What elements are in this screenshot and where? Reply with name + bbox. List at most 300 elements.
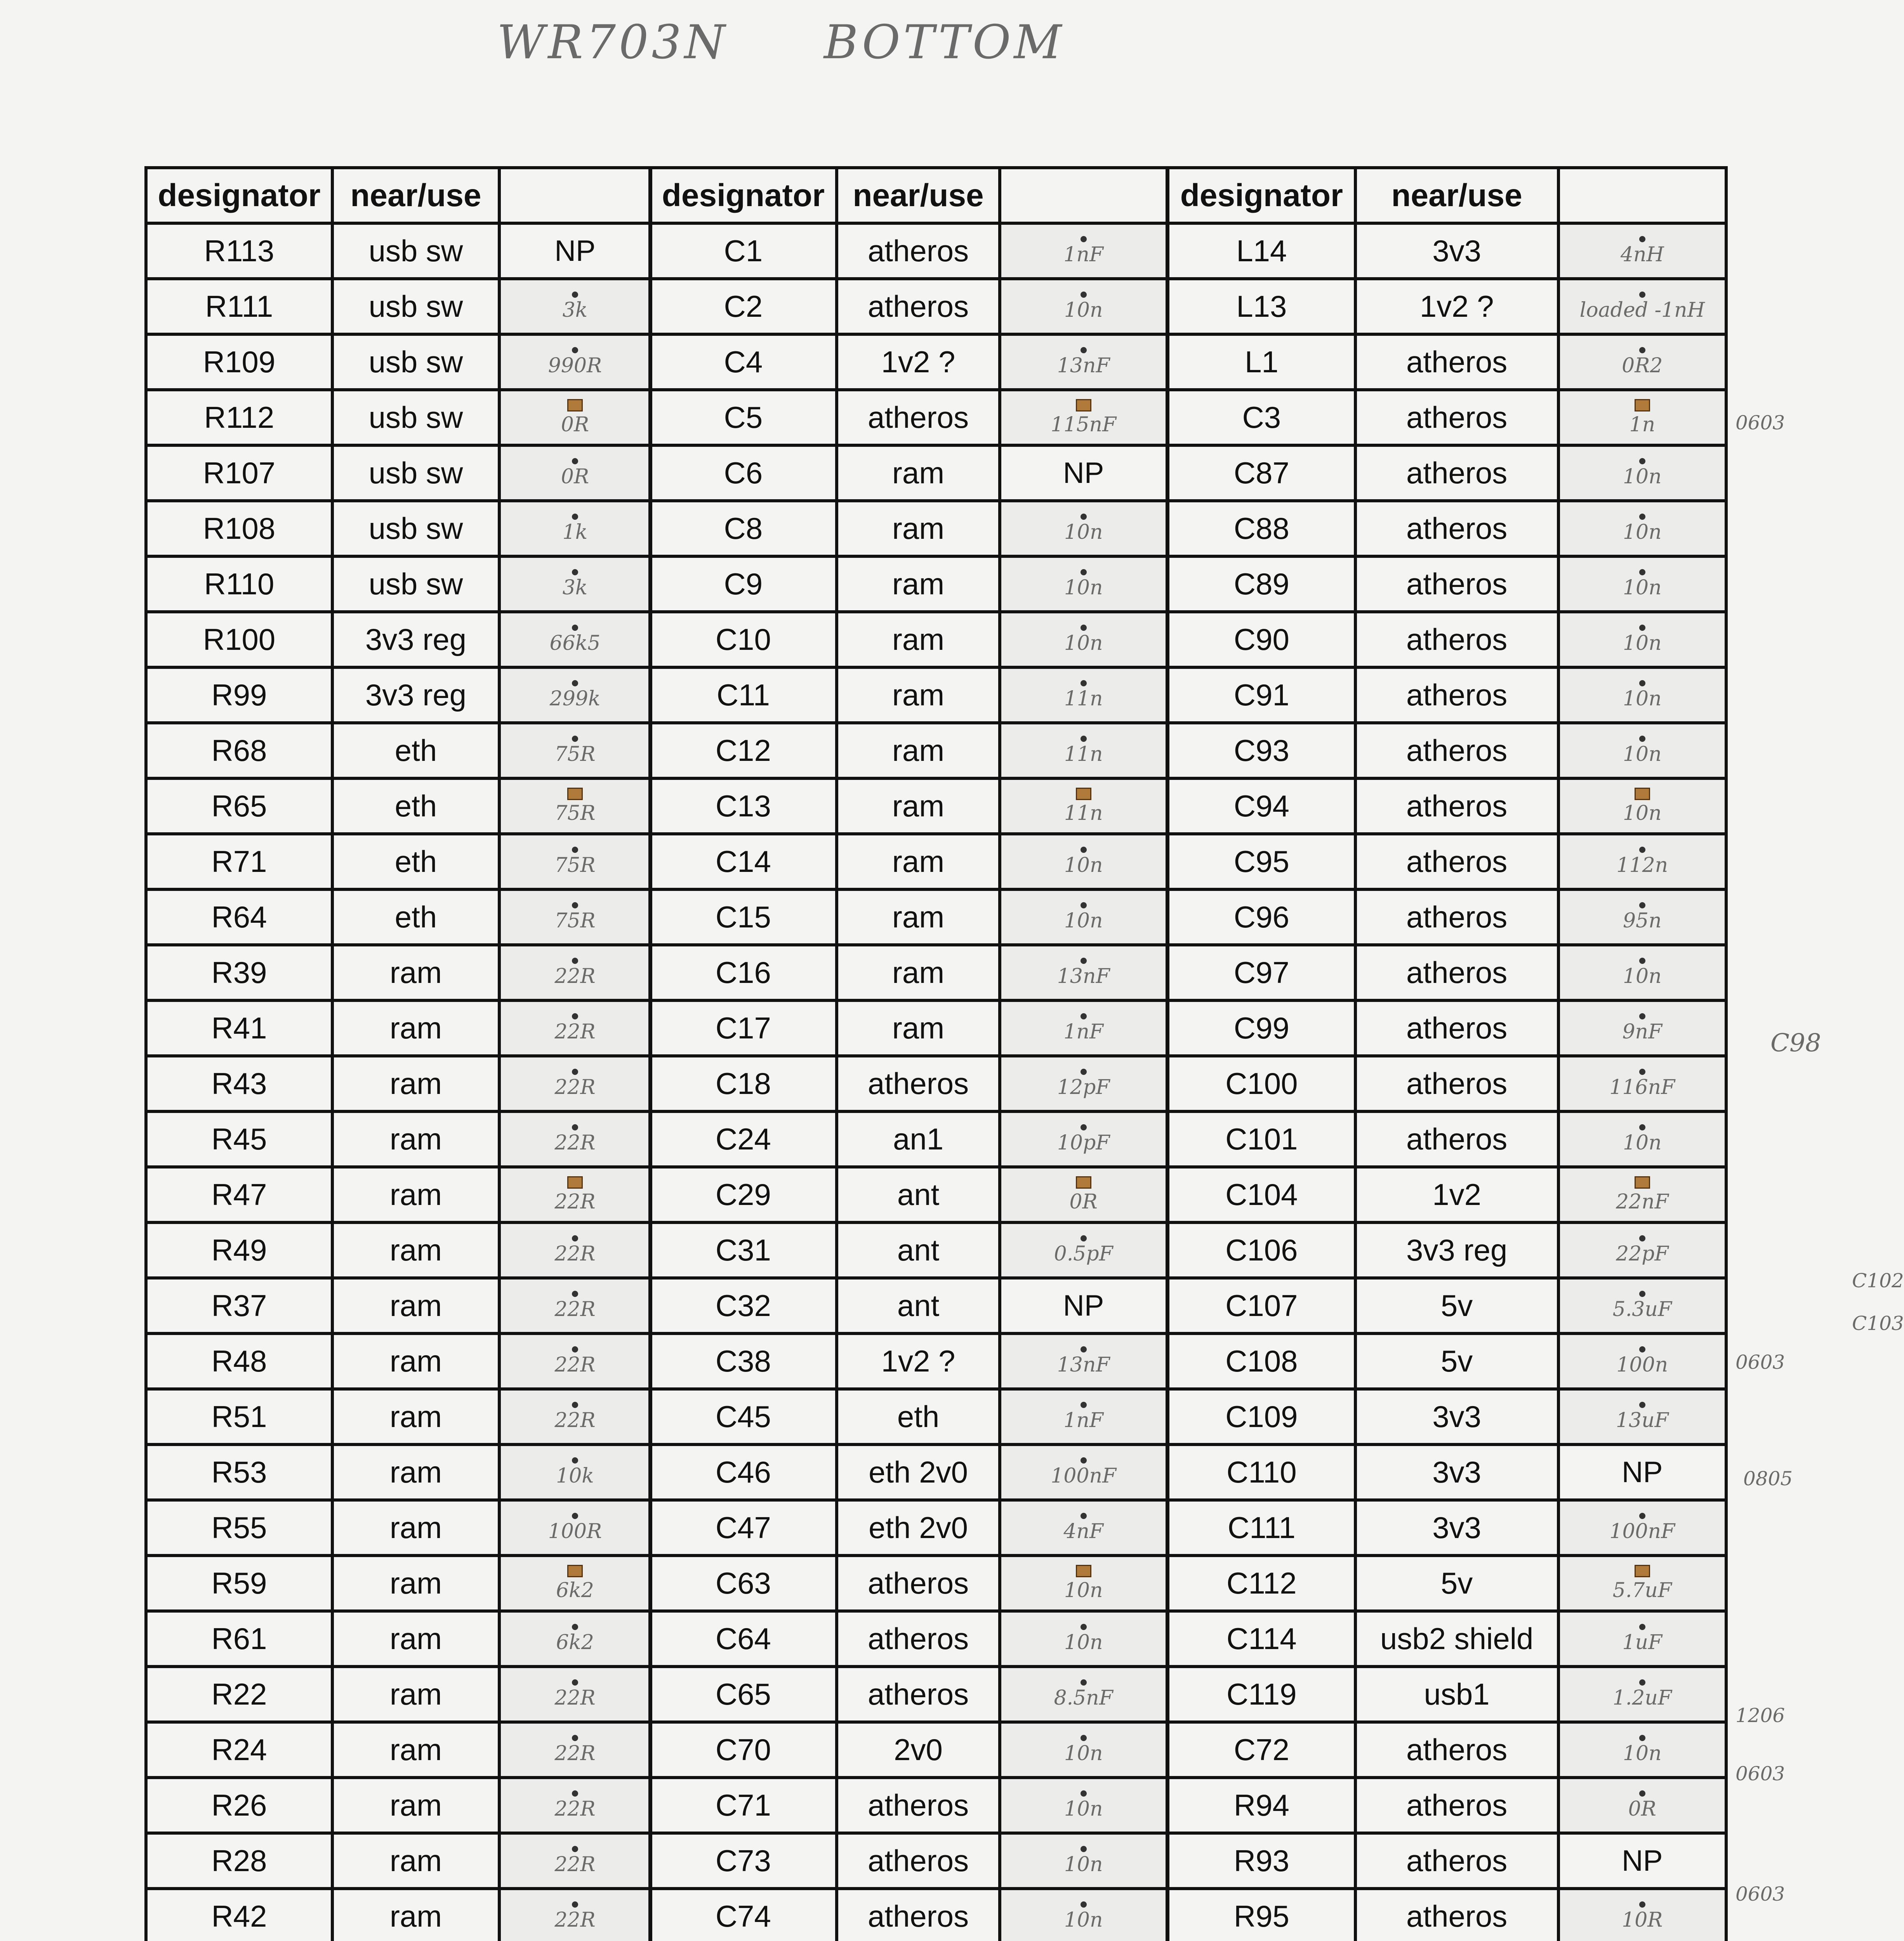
cell-text: 3k: [562, 576, 588, 599]
near-use-cell: [837, 1722, 1000, 1778]
table-row: [1168, 334, 1726, 390]
margin-note: 0603: [1735, 1762, 1785, 1785]
component-marker: [1081, 1069, 1087, 1075]
component-marker: [1081, 680, 1087, 686]
designator-cell: [146, 1278, 332, 1333]
component-marker: [1639, 1624, 1645, 1630]
cell-text: 75R: [554, 853, 596, 877]
table-row: [1168, 1778, 1726, 1833]
cell-text: R113: [204, 234, 274, 268]
cell-text: C18: [715, 1066, 771, 1101]
cell-text: atheros: [867, 1622, 969, 1656]
designator-cell: [1168, 1778, 1355, 1833]
cell-text: 10k: [556, 1464, 594, 1488]
table-row: [650, 1778, 1167, 1833]
cell-text: eth: [394, 900, 437, 934]
component-marker: [1639, 1069, 1645, 1075]
component-marker: [567, 1565, 583, 1577]
header-row: [1168, 168, 1726, 223]
table-row: [1168, 223, 1726, 279]
cell-text: 10n: [1064, 909, 1103, 932]
designator-cell: [650, 1167, 837, 1222]
near-use-cell: [837, 1444, 1000, 1500]
designator-cell: [650, 612, 837, 667]
value-cell: [499, 889, 651, 945]
value-cell: [499, 723, 651, 778]
near-use-cell: [1355, 279, 1558, 334]
cell-text: atheros: [867, 1844, 969, 1878]
cell-text: R111: [205, 289, 273, 323]
component-marker: [1081, 1124, 1087, 1130]
page-title: [497, 16, 1142, 69]
value-cell: [1000, 445, 1167, 501]
cell-text: 22R: [554, 1131, 596, 1155]
table-row: [146, 1667, 651, 1722]
table-row: [1168, 390, 1726, 445]
cell-text: ram: [389, 1677, 442, 1711]
cell-text: 22R: [554, 1852, 596, 1876]
value-cell: [1558, 1111, 1726, 1167]
cell-text: C110: [1226, 1455, 1297, 1489]
cell-text: atheros: [867, 289, 969, 323]
component-marker: [572, 1069, 578, 1075]
designator-cell: [1168, 1833, 1355, 1889]
table-row: [1168, 556, 1726, 612]
cell-text: ram: [892, 955, 945, 990]
value-cell: [1000, 945, 1167, 1000]
value-cell: [1000, 1056, 1167, 1111]
table-row: [1168, 1333, 1726, 1389]
cell-text: 3v3: [1432, 234, 1481, 268]
near-use-cell: [1355, 889, 1558, 945]
designator-cell: [650, 1333, 837, 1389]
component-marker: [1639, 514, 1645, 520]
near-use-cell: [332, 390, 499, 445]
table-row: [146, 501, 651, 556]
component-marker: [1081, 902, 1087, 908]
cell-text: eth: [394, 733, 437, 767]
table-row: [146, 1444, 651, 1500]
cell-text: 112n: [1616, 853, 1668, 877]
cell-text: 3v3: [1432, 1510, 1481, 1545]
component-marker: [572, 847, 578, 853]
cell-text: atheros: [867, 400, 969, 434]
component-marker: [1081, 1402, 1087, 1408]
value-cell: [1558, 1722, 1726, 1778]
table-row: [650, 1111, 1167, 1167]
table-row: [1168, 1222, 1726, 1278]
near-use-cell: [332, 1111, 499, 1167]
margin-note: 0603: [1735, 411, 1785, 434]
designator-cell: [650, 1278, 837, 1333]
table-row: [146, 1333, 651, 1389]
cell-text: 10n: [1064, 1741, 1103, 1765]
cell-text: atheros: [1406, 789, 1508, 823]
near-use-cell: [837, 778, 1000, 834]
cell-text: ram: [389, 1622, 442, 1656]
value-cell: [1000, 556, 1167, 612]
near-use-header: near/use: [837, 168, 1000, 223]
cell-text: atheros: [1406, 400, 1508, 434]
value-cell: [1000, 889, 1167, 945]
value-cell: [1558, 279, 1726, 334]
designator-cell: [650, 1556, 837, 1611]
cell-text: R45: [211, 1122, 267, 1156]
near-use-cell: [1355, 945, 1558, 1000]
near-use-cell: [837, 1056, 1000, 1111]
component-table-middle: [648, 166, 1169, 1941]
cell-text: usb sw: [368, 511, 463, 545]
cell-text: atheros: [1406, 678, 1508, 712]
component-marker: [1081, 847, 1087, 853]
designator-cell: [1168, 1056, 1355, 1111]
cell-text: ram: [892, 900, 945, 934]
component-marker: [1081, 1735, 1087, 1741]
component-marker: [1639, 1901, 1645, 1908]
component-marker: [1639, 736, 1645, 742]
component-marker: [1081, 347, 1087, 353]
value-cell: [499, 390, 651, 445]
near-use-cell: [837, 612, 1000, 667]
cell-text: ram: [389, 1011, 442, 1045]
cell-text: atheros: [1406, 1733, 1508, 1767]
designator-cell: [146, 1556, 332, 1611]
cell-text: 3v3 reg: [365, 678, 467, 712]
cell-text: 1n: [1629, 413, 1656, 436]
component-marker: [1639, 1124, 1645, 1130]
cell-text: 22R: [554, 1741, 596, 1765]
cell-text: usb1: [1424, 1677, 1490, 1711]
component-marker: [1081, 1346, 1087, 1352]
value-cell: [499, 834, 651, 889]
board-name: WR703N: [497, 16, 728, 69]
table-row: [1168, 778, 1726, 834]
cell-text: 22R: [554, 1408, 596, 1432]
margin-note: C103: [1852, 1312, 1904, 1335]
value-cell: [1000, 723, 1167, 778]
component-marker: [572, 736, 578, 742]
cell-text: ram: [389, 955, 442, 990]
table-row: [650, 778, 1167, 834]
near-use-cell: [332, 1056, 499, 1111]
component-table-left: [144, 166, 652, 1941]
cell-text: R22: [211, 1677, 267, 1711]
designator-cell: [650, 1111, 837, 1167]
component-marker: [1639, 1235, 1645, 1241]
cell-text: R95: [1233, 1899, 1289, 1933]
cell-text: 0R: [561, 465, 589, 488]
component-marker: [1081, 1679, 1087, 1686]
cell-text: eth 2v0: [869, 1510, 968, 1545]
component-marker: [1639, 292, 1645, 298]
designator-cell: [650, 1056, 837, 1111]
table-row: [146, 945, 651, 1000]
component-marker: [1635, 1176, 1650, 1189]
cell-text: C12: [715, 733, 771, 767]
designator-cell: [146, 501, 332, 556]
cell-text: 1v2 ?: [881, 1344, 955, 1378]
component-marker: [572, 1846, 578, 1852]
cell-text: 4nF: [1063, 1519, 1103, 1543]
value-cell: [499, 1222, 651, 1278]
cell-text: 0R: [561, 413, 589, 436]
cell-text: atheros: [867, 234, 969, 268]
cell-text: C8: [724, 511, 763, 545]
near-use-cell: [332, 612, 499, 667]
cell-text: 75R: [554, 909, 596, 932]
component-marker: [572, 958, 578, 964]
near-use-cell: [332, 1222, 499, 1278]
value-cell: [1558, 889, 1726, 945]
near-use-cell: [332, 1389, 499, 1444]
cell-text: atheros: [867, 1899, 969, 1933]
near-use-cell: [1355, 445, 1558, 501]
component-marker: [1639, 569, 1645, 575]
cell-text: R55: [211, 1510, 267, 1545]
near-use-cell: [1355, 612, 1558, 667]
value-cell: [1000, 1500, 1167, 1556]
cell-text: ram: [892, 789, 945, 823]
designator-cell: [146, 1722, 332, 1778]
cell-text: atheros: [1406, 1066, 1508, 1101]
component-marker: [572, 458, 578, 464]
value-cell: [1558, 778, 1726, 834]
table-row: [146, 1278, 651, 1333]
table-row: [146, 279, 651, 334]
component-marker: [572, 1679, 578, 1686]
cell-text: C6: [724, 456, 763, 490]
cell-text: C106: [1225, 1233, 1298, 1267]
component-marker: [572, 1124, 578, 1130]
table-row: [650, 1000, 1167, 1056]
cell-text: ram: [389, 1788, 442, 1822]
value-cell: [1000, 667, 1167, 723]
designator-cell: [146, 1111, 332, 1167]
table-row: [650, 501, 1167, 556]
designator-cell: [146, 1222, 332, 1278]
designator-cell: [146, 1611, 332, 1667]
near-use-cell: [332, 501, 499, 556]
cell-text: NP: [1622, 1844, 1663, 1877]
value-cell: [499, 1611, 651, 1667]
value-cell: [1000, 778, 1167, 834]
near-use-cell: [332, 834, 499, 889]
table-row: [1168, 1833, 1726, 1889]
cell-text: ram: [892, 567, 945, 601]
cell-text: C63: [715, 1566, 771, 1600]
cell-text: ram: [389, 1899, 442, 1933]
designator-cell: [650, 1389, 837, 1444]
near-use-cell: [837, 390, 1000, 445]
cell-text: 10n: [1064, 298, 1103, 322]
cell-text: C16: [715, 955, 771, 990]
cell-text: 10n: [1623, 964, 1662, 988]
cell-text: C74: [715, 1899, 771, 1933]
component-marker: [1081, 569, 1087, 575]
table-row: [1168, 1722, 1726, 1778]
value-cell: [499, 778, 651, 834]
near-use-cell: [837, 1833, 1000, 1889]
cell-text: 1v2: [1432, 1177, 1481, 1212]
component-marker: [1639, 958, 1645, 964]
table-row: [146, 1167, 651, 1222]
cell-text: ram: [892, 511, 945, 545]
cell-text: C64: [715, 1622, 771, 1656]
cell-text: 13nF: [1057, 1353, 1110, 1377]
component-marker: [1081, 625, 1087, 631]
value-cell: [1000, 501, 1167, 556]
table-row: [650, 1167, 1167, 1222]
cell-text: C15: [715, 900, 771, 934]
cell-text: 10n: [1623, 1131, 1662, 1155]
table-row: [650, 889, 1167, 945]
cell-text: R37: [211, 1288, 267, 1323]
designator-cell: [1168, 1278, 1355, 1333]
designator-cell: [650, 1667, 837, 1722]
value-cell: [499, 612, 651, 667]
margin-note: 1206: [1735, 1704, 1785, 1727]
cell-text: C94: [1233, 789, 1289, 823]
designator-cell: [650, 723, 837, 778]
near-use-cell: [1355, 334, 1558, 390]
component-marker: [1081, 1790, 1087, 1797]
component-table-right: [1166, 166, 1728, 1941]
value-cell: [1000, 1222, 1167, 1278]
table-row: [1168, 1056, 1726, 1111]
component-marker: [572, 625, 578, 631]
value-cell: [1558, 1444, 1726, 1500]
cell-text: ant: [897, 1177, 940, 1212]
cell-text: atheros: [1406, 345, 1508, 379]
cell-text: 75R: [554, 801, 596, 825]
cell-text: usb sw: [368, 234, 463, 268]
cell-text: C3: [1242, 400, 1281, 434]
value-cell: [499, 1389, 651, 1444]
cell-text: R71: [211, 844, 267, 878]
component-marker: [572, 1457, 578, 1464]
near-use-cell: [332, 723, 499, 778]
component-marker: [572, 680, 578, 686]
value-cell: [499, 1778, 651, 1833]
value-cell: [499, 1278, 651, 1333]
value-header: [1000, 168, 1167, 223]
cell-text: ram: [389, 1233, 442, 1267]
designator-cell: [650, 1833, 837, 1889]
cell-text: 12pF: [1057, 1075, 1110, 1099]
cell-text: R47: [211, 1177, 267, 1212]
near-use-cell: [332, 1333, 499, 1389]
component-marker: [572, 514, 578, 520]
cell-text: ram: [389, 1733, 442, 1767]
cell-text: ram: [389, 1566, 442, 1600]
cell-text: 10n: [1064, 1852, 1103, 1876]
near-use-cell: [837, 1500, 1000, 1556]
component-marker: [1639, 458, 1645, 464]
near-use-cell: [837, 1778, 1000, 1833]
component-marker: [572, 1790, 578, 1797]
component-marker: [1639, 1013, 1645, 1019]
component-marker: [1081, 236, 1087, 242]
value-cell: [1558, 1611, 1726, 1667]
designator-cell: [650, 279, 837, 334]
cell-text: C93: [1233, 733, 1289, 767]
designator-cell: [650, 445, 837, 501]
cell-text: 3v3 reg: [365, 622, 467, 656]
designator-cell: [146, 1167, 332, 1222]
cell-text: 66k5: [549, 631, 601, 655]
cell-text: 5.3uF: [1612, 1297, 1672, 1321]
header-row: [650, 168, 1167, 223]
component-marker: [572, 1013, 578, 1019]
table-row: [146, 889, 651, 945]
near-use-cell: [1355, 1111, 1558, 1167]
margin-note: 0603: [1735, 1883, 1785, 1905]
component-marker: [1639, 1402, 1645, 1408]
cell-text: 22R: [554, 1242, 596, 1266]
near-use-cell: [837, 1667, 1000, 1722]
cell-text: 3k: [562, 298, 588, 322]
cell-text: 1k: [562, 520, 588, 544]
value-cell: [499, 501, 651, 556]
cell-text: ram: [389, 1288, 442, 1323]
cell-text: 116nF: [1609, 1075, 1675, 1099]
cell-text: NP: [1063, 457, 1104, 490]
cell-text: C70: [715, 1733, 771, 1767]
table-row: [1168, 723, 1726, 778]
cell-text: ram: [389, 1510, 442, 1545]
component-marker: [1635, 1565, 1650, 1577]
cell-text: C46: [715, 1455, 771, 1489]
cell-text: eth: [394, 789, 437, 823]
cell-text: atheros: [867, 1677, 969, 1711]
component-marker: [1081, 958, 1087, 964]
near-use-cell: [837, 834, 1000, 889]
cell-text: 10n: [1064, 1797, 1103, 1821]
designator-cell: [650, 223, 837, 279]
designator-cell: [146, 1778, 332, 1833]
margin-note: 0805: [1743, 1467, 1793, 1490]
cell-text: R59: [211, 1566, 267, 1600]
cell-text: 2v0: [894, 1733, 943, 1767]
cell-text: 10n: [1623, 631, 1662, 655]
value-cell: [499, 223, 651, 279]
designator-cell: [1168, 1722, 1355, 1778]
cell-text: ram: [389, 1177, 442, 1212]
cell-text: 22R: [554, 1020, 596, 1043]
table-row: [1168, 1444, 1726, 1500]
value-cell: [1558, 945, 1726, 1000]
near-use-cell: [332, 445, 499, 501]
cell-text: ant: [897, 1288, 940, 1323]
value-cell: [1000, 334, 1167, 390]
designator-cell: [1168, 1444, 1355, 1500]
cell-text: C13: [715, 789, 771, 823]
component-marker: [1639, 1291, 1645, 1297]
value-cell: [499, 1833, 651, 1889]
component-marker: [1076, 1176, 1091, 1189]
cell-text: usb2 shield: [1380, 1622, 1534, 1656]
value-cell: [1000, 834, 1167, 889]
cell-text: 5v: [1440, 1344, 1473, 1378]
cell-text: R41: [211, 1011, 267, 1045]
cell-text: 11n: [1064, 801, 1103, 825]
table-row: [1168, 667, 1726, 723]
table-row: [146, 1389, 651, 1444]
cell-text: ram: [892, 622, 945, 656]
cell-text: 22R: [554, 1353, 596, 1377]
component-marker: [1081, 1013, 1087, 1019]
near-use-cell: [837, 1111, 1000, 1167]
